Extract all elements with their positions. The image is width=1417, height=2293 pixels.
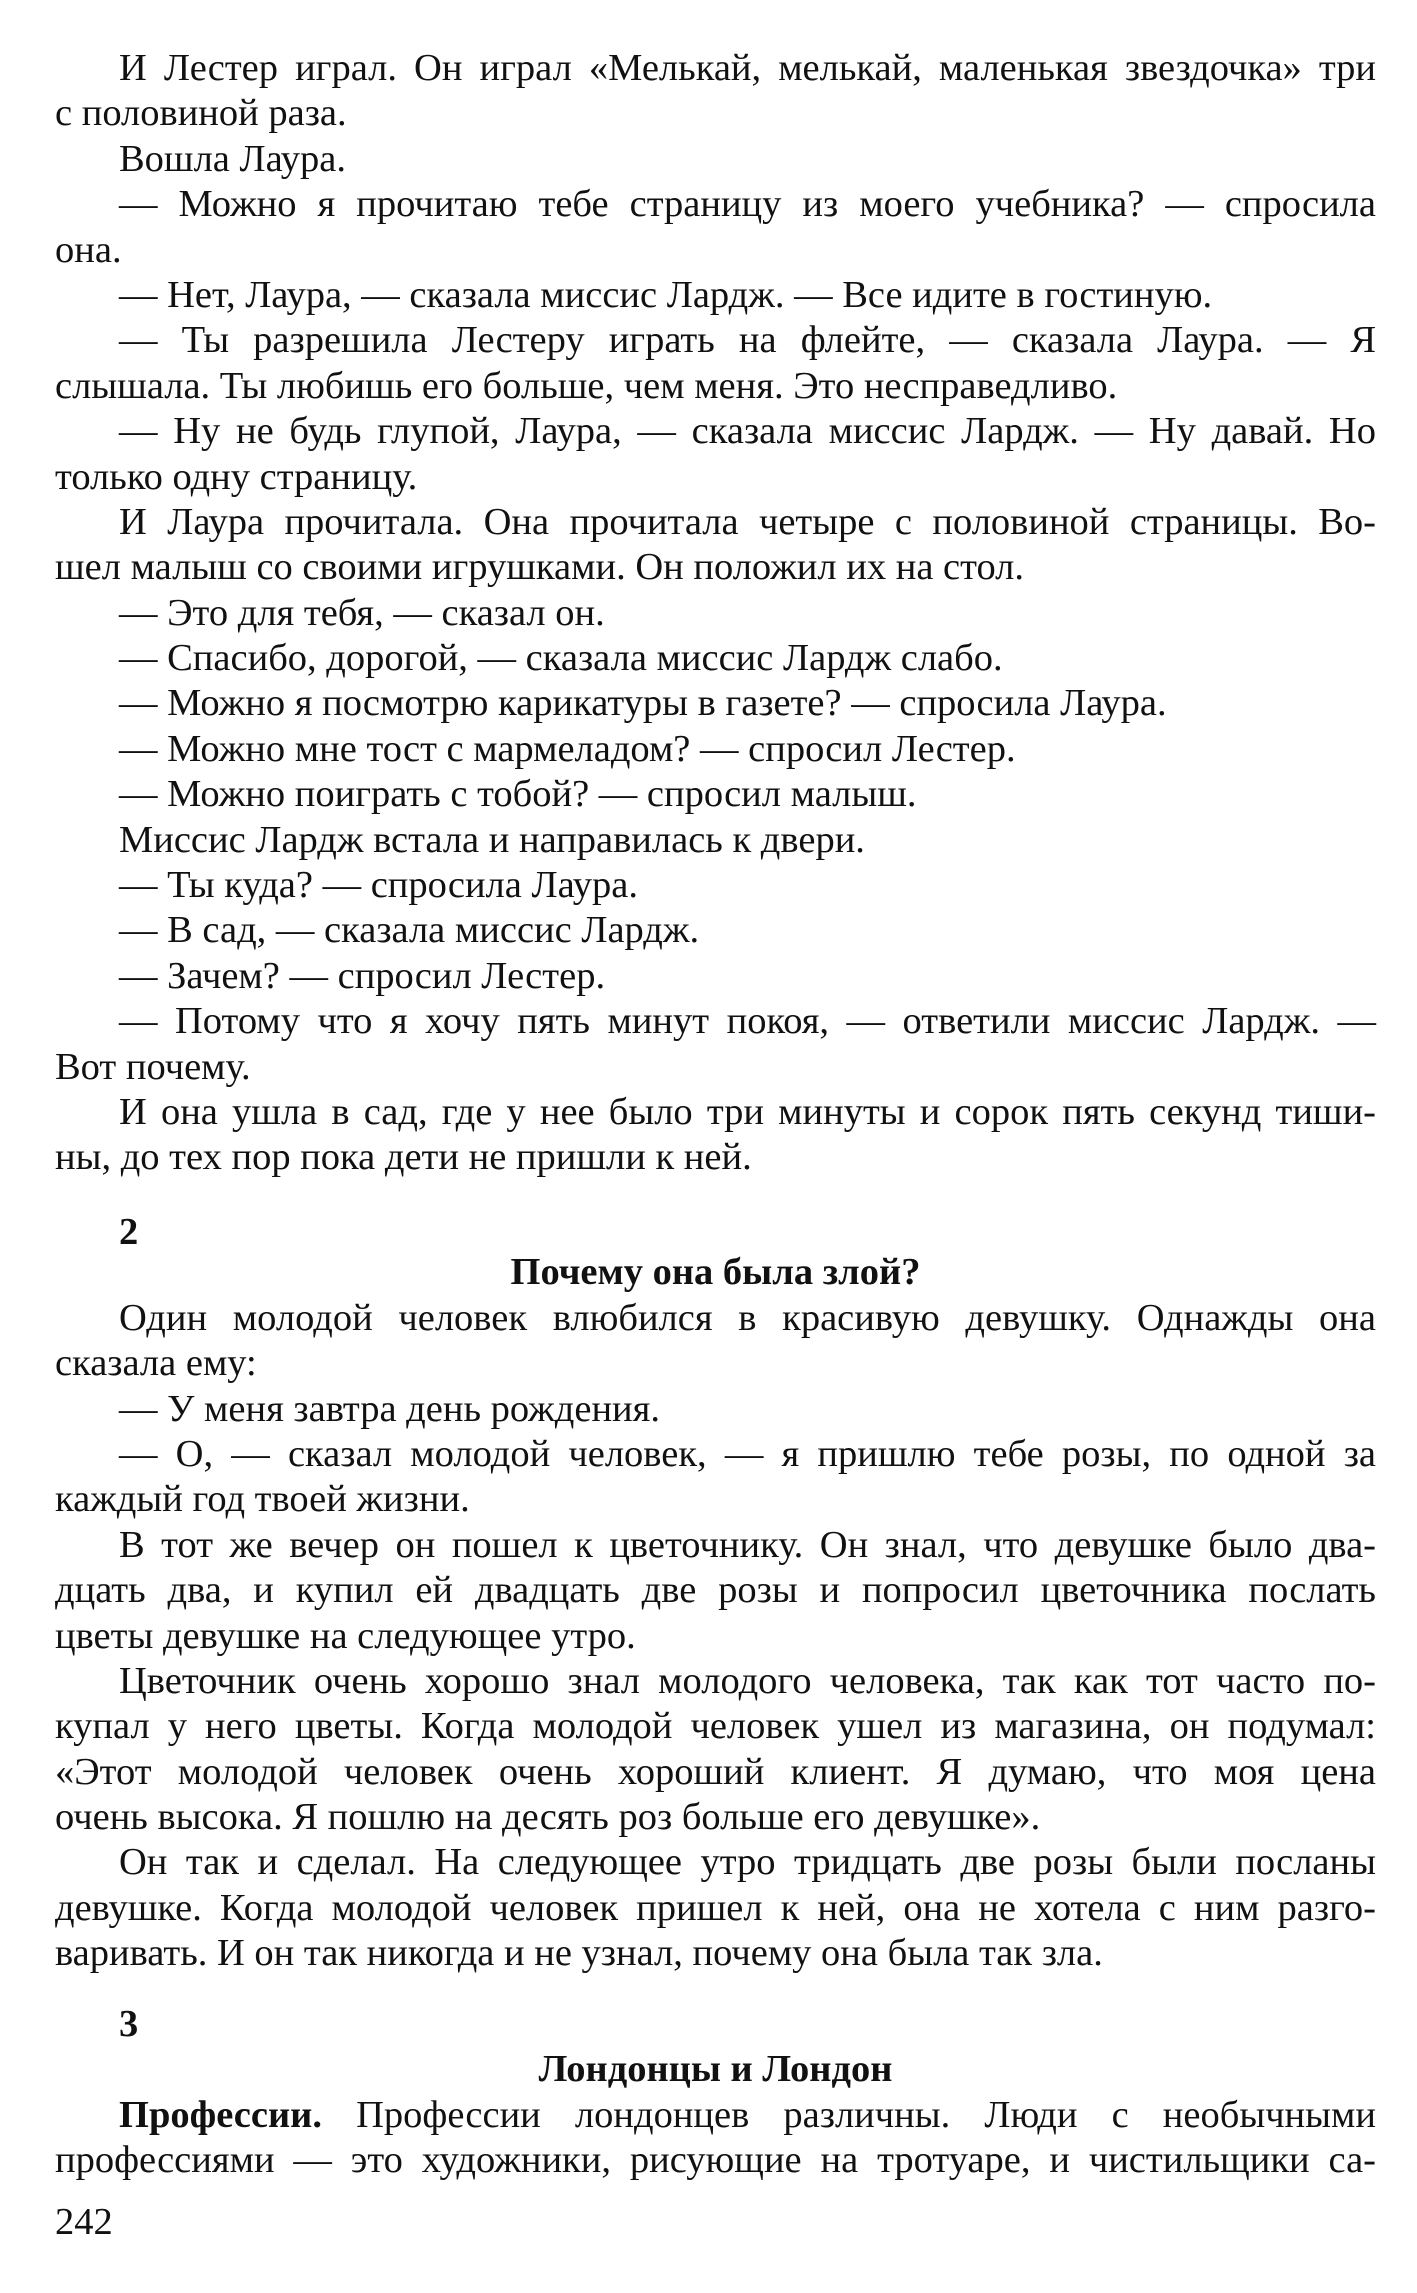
text-line: дцать два, и купил ей двадцать две розы и попросил цветочника послать xyxy=(55,1569,1376,1612)
text-line: цветы девушке на следующее утро. xyxy=(55,1614,636,1657)
text-line: Один молодой человек влюбился в красивую девушку. Однажды она xyxy=(119,1296,1376,1339)
text-line: купал у него цветы. Когда молодой человек ушел из магазина, он подумал: xyxy=(55,1705,1376,1748)
text-line: Он так и сделал. На следующее утро тридцать две розы были посланы xyxy=(119,1841,1376,1884)
section-number: 3 xyxy=(119,2003,139,2045)
text-line: ны, до тех пор пока дети не пришли к ней. xyxy=(55,1136,752,1179)
text-line: очень высока. Я пошлю на десять роз больше его девушке». xyxy=(55,1796,1041,1839)
text-line xyxy=(55,2093,1376,2138)
section-number: 2 xyxy=(119,1211,139,1253)
text-line: — Спасибо, дорогой, — сказала миссис Лардж слабо. xyxy=(119,637,1003,680)
lead-term: Профессии. xyxy=(119,2093,322,2136)
text-line: И Лаура прочитала. Она прочитала четыре с половиной страницы. Во- xyxy=(119,500,1376,543)
text-line: — У меня завтра день рождения. xyxy=(119,1387,660,1430)
section-2 xyxy=(55,1210,1376,1977)
text-line: Миссис Лардж встала и направилась к двери. xyxy=(119,818,865,861)
text-line: И она ушла в сад, где у нее было три минуты и сорок пять секунд тиши- xyxy=(119,1090,1376,1133)
text-line: — Потому что я хочу пять минут покоя, — ответили миссис Лардж. — xyxy=(119,1000,1376,1043)
text-line: она. xyxy=(55,228,122,271)
text-line: слышала. Ты любишь его больше, чем меня. Это несправедливо. xyxy=(55,364,1118,407)
text-line: «Этот молодой человек очень хороший клиент. Я думаю, что моя цена xyxy=(55,1750,1376,1793)
text-line: — Ты разрешила Лестеру играть на флейте, — сказала Лаура. — Я xyxy=(119,319,1376,362)
text-line: сказала ему: xyxy=(55,1342,257,1385)
text-line: девушке. Когда молодой человек пришел к ней, она не хотела с ним разго- xyxy=(55,1886,1376,1929)
text-line: — Ты куда? — спросила Лаура. xyxy=(119,864,638,907)
text-line: — О, — сказал молодой человек, — я пришлю тебе розы, по одной за xyxy=(119,1432,1376,1475)
text-line: — Можно мне тост с мармеладом? — спросил Лестер. xyxy=(119,727,1016,770)
section-3-text xyxy=(55,2138,1376,2183)
text-line: — Можно я посмотрю карикатуры в газете? — спросила Лаура. xyxy=(119,682,1167,725)
text-line: — Это для тебя, — сказал он. xyxy=(119,591,605,634)
text-line: профессиями — это художники, рисующие на тротуаре, и чистильщики са- xyxy=(55,2139,1376,2182)
section-2-text xyxy=(55,1296,1376,1977)
text-line: каждый год твоей жизни. xyxy=(55,1478,470,1521)
text-line: В тот же вечер он пошел к цветочнику. Он знал, что девушке было два- xyxy=(119,1523,1376,1566)
text-line: варивать. И он так никогда и не узнал, почему она была так зла. xyxy=(55,1932,1103,1975)
text-line: — Ну не будь глупой, Лаура, — сказала миссис Лардж. — Ну давай. Но xyxy=(119,410,1376,453)
text-line: — Можно поиграть с тобой? — спросил малыш. xyxy=(119,773,917,816)
section-title: Лондонцы и Лондон xyxy=(538,2048,893,2091)
text-line: Вот почему. xyxy=(55,1045,251,1088)
text-line: Вошла Лаура. xyxy=(119,137,346,180)
text-line: И Лестер играл. Он играл «Мелькай, мелькай, маленькая звездочка» три xyxy=(119,47,1376,89)
text-line: шел малыш со своими игрушками. Он положил их на стол. xyxy=(55,546,1025,589)
page-number: 242 xyxy=(55,2201,113,2243)
text-line: — Нет, Лаура, — сказала миссис Лардж. — Все идите в гостиную. xyxy=(119,273,1213,316)
section-3 xyxy=(55,2002,1376,2184)
section-1-text xyxy=(55,46,1376,1181)
text-line: только одну страницу. xyxy=(55,455,418,498)
text-line: — В сад, — сказала миссис Лардж. xyxy=(119,909,700,952)
text-line: Цветочник очень хорошо знал молодого человека, так как тот часто по- xyxy=(119,1659,1376,1702)
lead-text: Профессии лондонцев различны. Люди с необычными xyxy=(321,2093,1376,2136)
text-line: с половиной раза. xyxy=(55,92,347,135)
text-line: — Зачем? — спросил Лестер. xyxy=(119,954,606,997)
section-title: Почему она была злой? xyxy=(510,1251,921,1294)
text-line: — Можно я прочитаю тебе страницу из моего учебника? — спросила xyxy=(119,183,1376,226)
